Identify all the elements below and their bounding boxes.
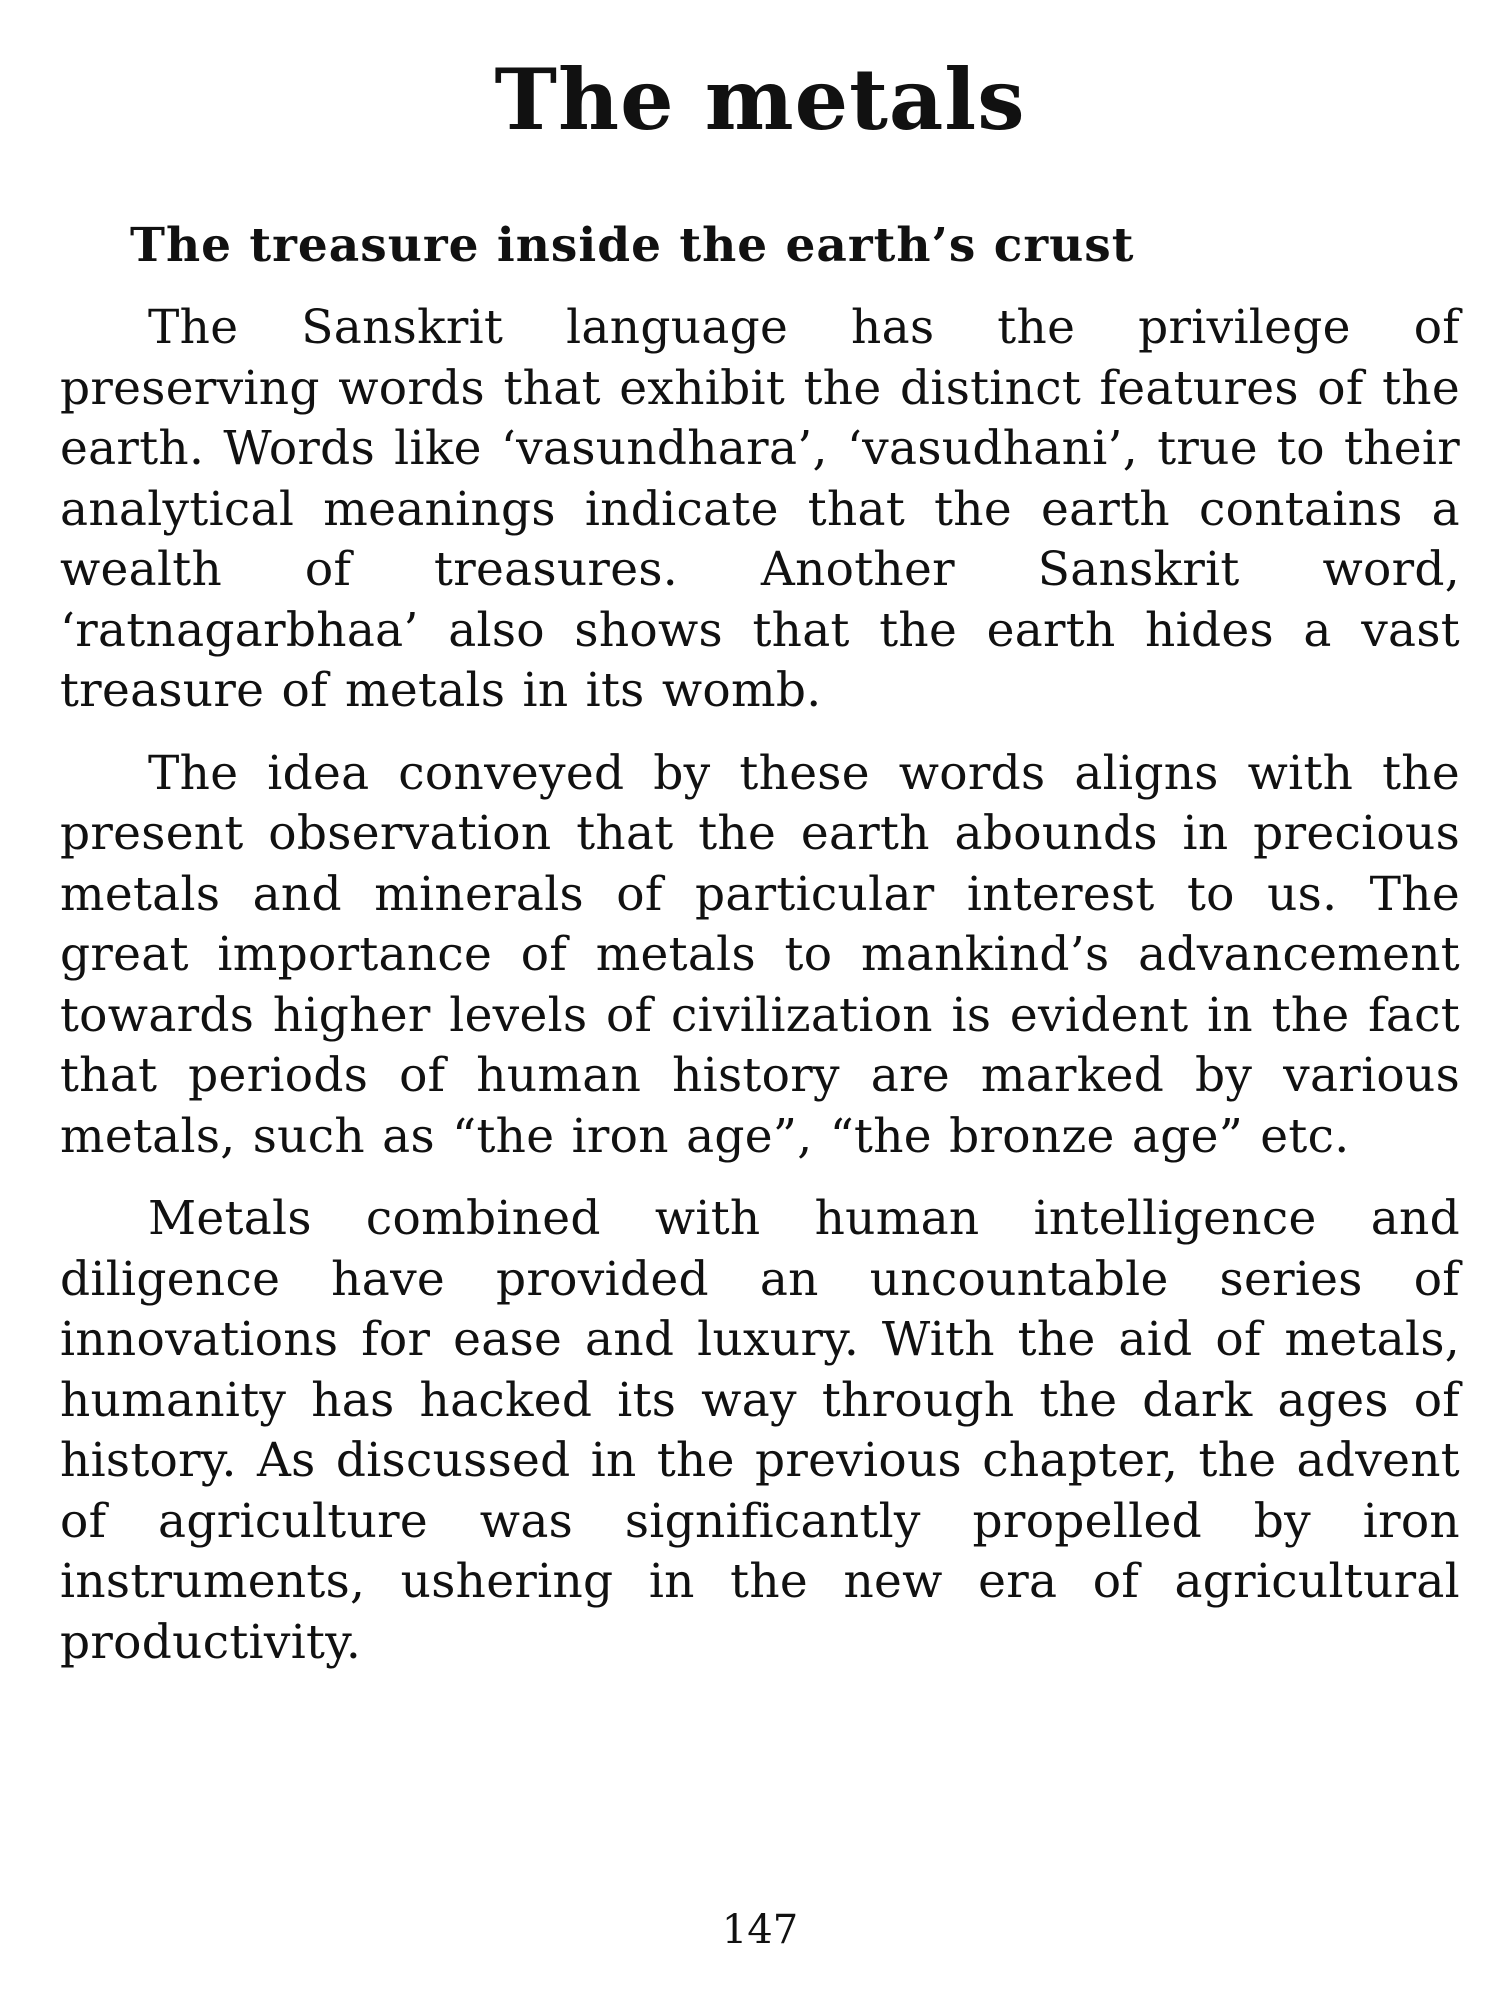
- paragraph-2: The idea conveyed by these words aligns with the present observation that the earth abounds in precious metals and minerals of particular interest to us. The great importance of metals to mankind’s advancement towards higher levels of civilization is evident in the fact that periods of human history are marked by various metals, such as “the iron age”, “the bronze age” etc.: [60, 745, 1460, 1164]
- page-number: 147: [721, 1907, 799, 1953]
- section-heading: The treasure inside the earth’s crust: [130, 218, 1135, 273]
- book-page: [60, 0, 1460, 2000]
- chapter-title: The metals: [494, 50, 1026, 149]
- paragraph-1: The Sanskrit language has the privilege of preserving words that exhibit the distinct features of the earth. Words like ‘vasundhara’, ‘vasudhani’, true to their analytical meanings indicate that the earth contains a wealth of treasures. Another Sanskrit word, ‘ratnagarbhaa’ also shows that the earth hides a vast treasure of metals in its womb.: [60, 300, 1460, 718]
- paragraph-3: Metals combined with human intelligence and diligence have provided an uncountable series of innovations for ease and luxury. With the aid of metals, humanity has hacked its way through the dark ages of history. As discussed in the previous chapter, the advent of agriculture was significantly propelled by iron instruments, ushering in the new era of agricultural productivity.: [60, 1191, 1460, 1670]
